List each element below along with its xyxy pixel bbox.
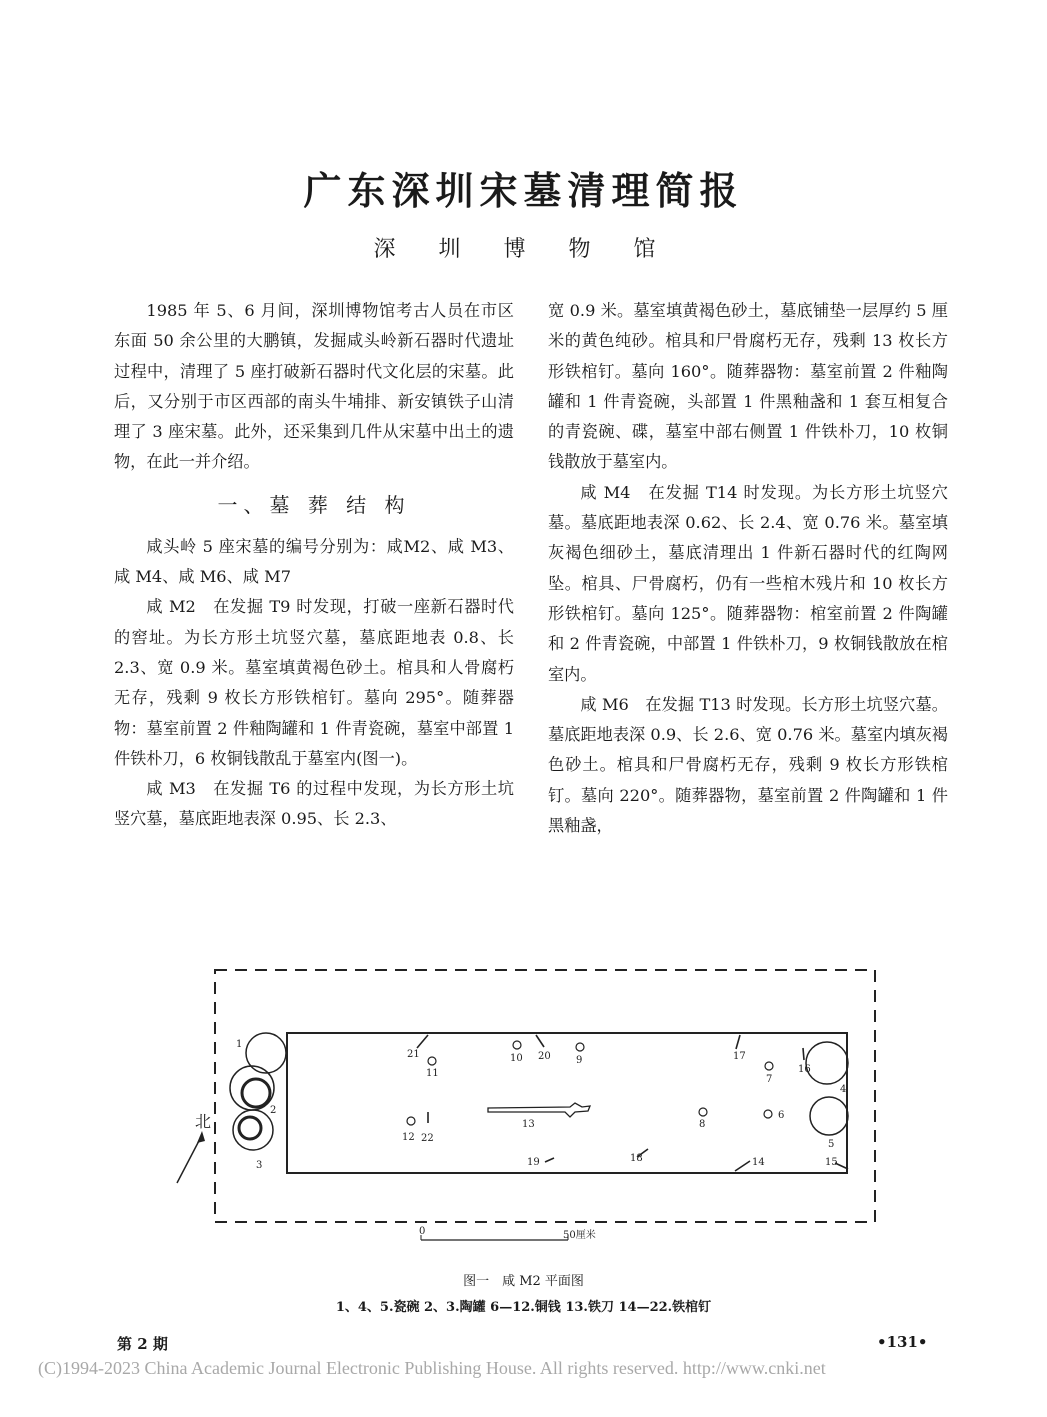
coin-11 (428, 1057, 436, 1065)
paragraph: 咸 M4 在发掘 T14 时发现。为长方形土坑竖穴墓。墓底距地表深 0.62、长 2.4、宽 0.76 米。墓室填灰褐色细砂土，墓底清理出 1 件新石器时代的红陶网坠。棺具、尸骨腐朽，仍有一些棺木残片和 10 枚长方形铁棺钉。墓向 125°。随葬器物：棺室前置 2 件陶罐和 2 件青瓷碗，中部置 1 件铁朴刀，9 枚铜钱散放在棺室内。 (548, 482, 948, 684)
coin-7 (765, 1062, 773, 1070)
bowl-4 (806, 1042, 848, 1084)
coin-6 (764, 1110, 772, 1118)
label-18: 18 (630, 1153, 643, 1164)
page-number: •131• (877, 1333, 928, 1351)
figure-caption: 图一 咸 M2 平面图 (463, 1274, 584, 1289)
pit-outline (215, 970, 875, 1222)
article-title: 广东深圳宋墓清理简报 (303, 168, 744, 213)
author: 深 圳 博 物 馆 (373, 237, 674, 262)
nail-17 (736, 1035, 740, 1049)
label-15: 15 (825, 1157, 838, 1168)
label-7: 7 (766, 1074, 773, 1085)
label-13: 13 (522, 1119, 535, 1130)
label-3: 3 (256, 1160, 263, 1171)
jar-2-inner (242, 1079, 270, 1107)
nail-16 (803, 1048, 804, 1060)
label-21: 21 (407, 1049, 420, 1060)
paragraph: 咸头岭 5 座宋墓的编号分别为：咸M2、咸 M3、咸 M4、咸 M6、咸 M7 (114, 536, 514, 587)
right-column (548, 296, 948, 841)
paragraph: 咸 M6 在发掘 T13 时发现。长方形土坑竖穴墓。墓底距地表深 0.9、长 2.6、宽 0.76 米。墓室内填灰褐色砂土。棺具和尸骨腐朽无存，残剩 9 枚长方形铁棺钉。墓向 220°。随葬器物，墓室前置 2 件陶罐和 1 件黑釉盏， (548, 694, 948, 836)
coins (407, 1041, 773, 1125)
label-19: 19 (527, 1157, 540, 1168)
nails (417, 1035, 848, 1171)
label-4: 4 (840, 1084, 847, 1095)
bowl-1 (246, 1033, 286, 1073)
left-column (114, 296, 514, 835)
iron-knife-13 (488, 1103, 590, 1117)
tomb-plan-figure (170, 955, 890, 1245)
coin-10 (513, 1041, 521, 1049)
north-arrowhead-icon (197, 1131, 205, 1143)
coin-8 (699, 1108, 707, 1116)
nail-14 (735, 1161, 750, 1171)
paragraph: 咸 M3 在发掘 T6 的过程中发现，为长方形土坑竖穴墓，墓底距地表深 0.95、长 2.3、 (114, 779, 514, 829)
nail-21 (417, 1035, 428, 1048)
label-1: 1 (236, 1039, 243, 1050)
jar-3-inner (239, 1117, 261, 1139)
item-labels (236, 1039, 846, 1171)
section-heading: 一、墓 葬 结 构 (217, 492, 411, 517)
figure-legend: 1、4、5.瓷碗 2、3.陶罐 6—12.铜钱 13.铁刀 14—22.铁棺钉 (335, 1300, 712, 1315)
label-2: 2 (270, 1105, 277, 1116)
paragraph: 宽 0.9 米。墓室填黄褐色砂土，墓底铺垫一层厚约 5 厘米的黄色纯砂。棺具和尸骨腐朽无存，残剩 13 枚长方形铁棺钉。墓向 160°。随葬器物：墓室前置 2 件釉陶罐和 1 件青瓷碗，头部置 1 件黑釉盏和 1 套互相复合的青瓷碗、碟，墓室中部右侧置 1 件铁朴刀，10 枚铜钱散放于墓室内。 (548, 301, 948, 472)
label-11: 11 (426, 1068, 439, 1079)
paragraph: 咸 M2 在发掘 T9 时发现，打破一座新石器时代的窖址。为长方形土坑竖穴墓，墓底距地表 0.8、长 2.3、宽 0.9 米。墓室填黄褐色砂土。棺具和人骨腐朽无存，残剩 9 枚长方形铁棺钉。墓向 295°。随葬器物：墓室前置 2 件釉陶罐和 1 件青瓷碗，墓室中部置 1 件铁朴刀，6 枚铜钱散乱于墓室内(图一)。 (114, 597, 514, 768)
label-12: 12 (402, 1132, 415, 1143)
north-label: 北 (195, 1112, 212, 1131)
scale-zero: 0 (419, 1226, 426, 1237)
label-16: 16 (798, 1064, 811, 1075)
label-5: 5 (828, 1139, 835, 1150)
coin-12 (407, 1117, 415, 1125)
label-17: 17 (733, 1051, 746, 1062)
label-20: 20 (538, 1051, 551, 1062)
label-22: 22 (421, 1133, 434, 1144)
bowl-5 (810, 1097, 848, 1135)
label-6: 6 (778, 1110, 785, 1121)
copyright-watermark: (C)1994-2023 China Academic Journal Electronic Publishing House. All rights reserved. http://www.cnki.net (38, 1358, 826, 1378)
nail-20 (536, 1035, 544, 1047)
label-10: 10 (510, 1053, 523, 1064)
label-14: 14 (752, 1157, 765, 1168)
nail-19 (545, 1158, 554, 1162)
coin-9 (576, 1043, 584, 1051)
label-8: 8 (699, 1119, 706, 1130)
chamber-outline (287, 1033, 847, 1173)
scale-label: 50厘米 (563, 1230, 596, 1241)
paragraph: 1985 年 5、6 月间，深圳博物馆考古人员在市区东面 50 余公里的大鹏镇，发掘咸头岭新石器时代遗址过程中，清理了 5 座打破新石器时代文化层的宋墓。此后，又分别于市区西部的南头牛埔排、新安镇铁子山清理了 3 座宋墓。此外，还采集到几件从宋墓中出土的遗物，在此一并介绍。 (114, 301, 514, 472)
label-9: 9 (576, 1055, 583, 1066)
issue-number: 第 2 期 (117, 1335, 168, 1353)
